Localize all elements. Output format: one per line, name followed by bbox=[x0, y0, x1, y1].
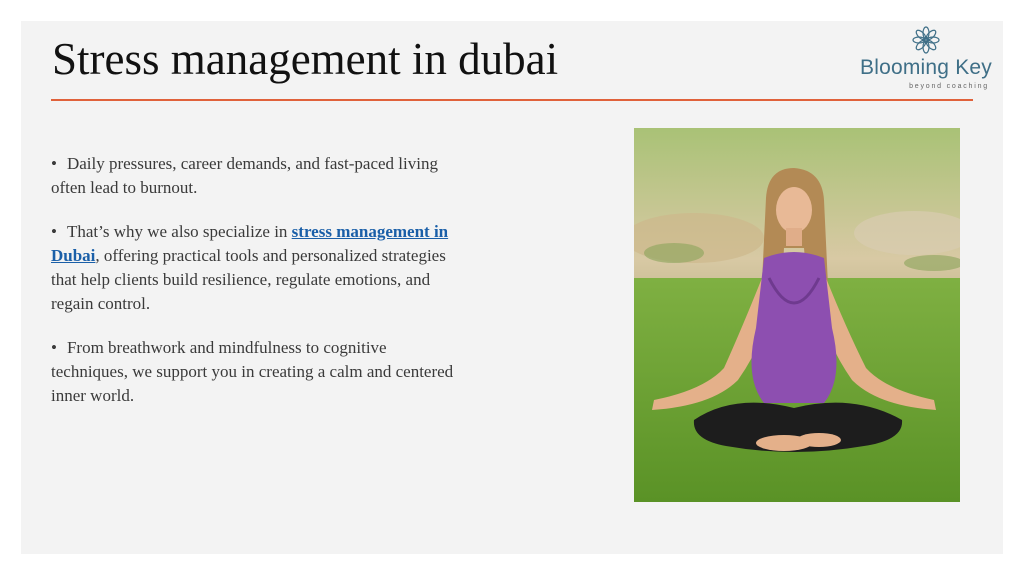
logo-tagline: beyond coaching bbox=[909, 83, 989, 90]
slide bbox=[21, 21, 1003, 554]
bullet-marker: • bbox=[51, 222, 57, 241]
brand-logo bbox=[851, 25, 1001, 101]
bullet-text: Daily pressures, career demands, and fast-paced living often lead to burnout. bbox=[51, 154, 438, 197]
bullet-list bbox=[51, 152, 461, 428]
meditating-woman-photo bbox=[634, 128, 960, 502]
stress-management-link[interactable]: stress management in Dubai bbox=[51, 222, 449, 265]
bullet-item bbox=[51, 152, 461, 200]
bullet-text-before-link: That’s why we also specialize in bbox=[66, 222, 292, 241]
bullet-text-after-link: , offering practical tools and personalized strategies that help clients build resilience, regulate emotions, and regain control. bbox=[51, 246, 446, 313]
mandala-flower-icon bbox=[911, 25, 941, 55]
title-divider bbox=[51, 99, 973, 101]
bullet-marker: • bbox=[51, 338, 57, 357]
page-title: Stress management in dubai bbox=[52, 34, 559, 84]
logo-name: Blooming Key bbox=[860, 56, 992, 79]
bullet-item bbox=[51, 220, 461, 316]
bullet-item bbox=[51, 336, 461, 408]
bullet-marker: • bbox=[51, 154, 57, 173]
bullet-text: From breathwork and mindfulness to cognitive techniques, we support you in creating a calm and centered inner world. bbox=[51, 338, 454, 405]
